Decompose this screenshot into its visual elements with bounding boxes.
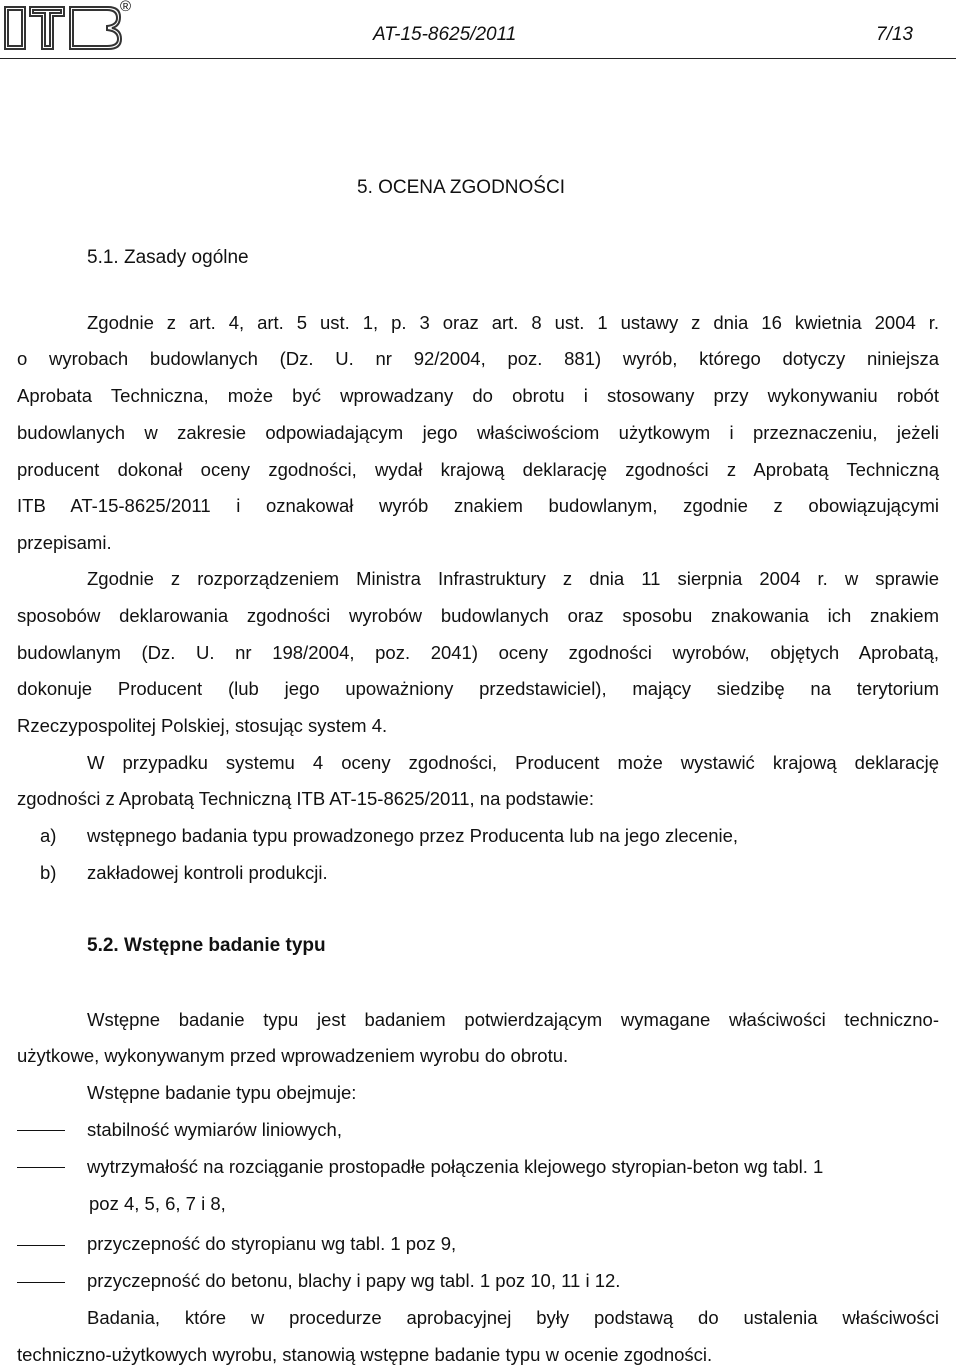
dash-bullet: [17, 1130, 65, 1131]
paragraph-line: dokonuje Producent (lub jego upoważniony przedstawiciel), mający siedzibę na terytorium: [17, 678, 939, 699]
paragraph-line: producent dokonał oceny zgodności, wydał krajową deklarację zgodności z Aprobatą Techniczną: [17, 459, 939, 480]
paragraph-line: Wstępne badanie typu obejmuje:: [87, 1082, 357, 1103]
paragraph-line: techniczno-użytkowych wyrobu, stanowią wstępne badanie typu w ocenie zgodności.: [17, 1344, 713, 1365]
paragraph-line: Wstępne badanie typu jest badaniem potwierdzającym wymagane właściwości techniczno-: [87, 1009, 939, 1030]
subsection-title-general: 5.1. Zasady ogólne: [87, 247, 249, 268]
list-marker: b): [40, 862, 57, 883]
itb-logo: [4, 6, 122, 50]
paragraph-line: ITB AT-15-8625/2011 i oznakował wyrób znakiem budowlanym, zgodnie z obowiązującymi: [17, 495, 939, 516]
paragraph-line: budowlanych w zakresie odpowiadającym jego właściwościom użytkowym i przeznaczeniu, jeżeli: [17, 422, 939, 443]
dash-bullet: [17, 1282, 65, 1283]
list-item: wytrzymałość na rozciąganie prostopadłe połączenia klejowego styropian-beton wg tabl. 1: [87, 1156, 824, 1177]
page-header: [0, 0, 960, 58]
list-item: stabilność wymiarów liniowych,: [87, 1119, 342, 1140]
paragraph-line: Badania, które w procedurze aprobacyjnej były podstawą do ustalenia właściwości: [87, 1307, 939, 1328]
paragraph-line: Zgodnie z rozporządzeniem Ministra Infrastruktury z dnia 11 sierpnia 2004 r. w sprawie: [87, 568, 939, 589]
paragraph-line: sposobów deklarowania zgodności wyrobów budowlanych oraz sposobu znakowania ich znakiem: [17, 605, 939, 626]
paragraph-line: Rzeczypospolitej Polskiej, stosując system 4.: [17, 715, 388, 736]
paragraph-line: budowlanym (Dz. U. nr 198/2004, poz. 2041) oceny zgodności wyrobów, objętych Aprobatą,: [17, 642, 939, 663]
list-marker: a): [40, 825, 57, 846]
section-title: 5. OCENA ZGODNOŚCI: [357, 177, 565, 198]
list-item: zakładowej kontroli produkcji.: [87, 862, 328, 883]
paragraph-line: W przypadku systemu 4 oceny zgodności, Producent może wystawić krajową deklarację: [87, 752, 939, 773]
paragraph-line: przepisami.: [17, 532, 112, 553]
dash-bullet: [17, 1245, 65, 1246]
paragraph-line: Aprobata Techniczna, może być wprowadzany do obrotu i stosowany przy wykonywaniu robót: [17, 385, 939, 406]
list-item: wstępnego badania typu prowadzonego przez Producenta lub na jego zlecenie,: [87, 825, 739, 846]
page-number: 7/13: [876, 24, 913, 45]
paragraph-line: Zgodnie z art. 4, art. 5 ust. 1, p. 3 oraz art. 8 ust. 1 ustawy z dnia 16 kwietnia 2004 r.: [87, 312, 939, 333]
subsection-title-type-testing: 5.2. Wstępne badanie typu: [87, 935, 326, 956]
list-item: przyczepność do styropianu wg tabl. 1 poz 9,: [87, 1233, 457, 1254]
dash-bullet: [17, 1167, 65, 1168]
paragraph-line: użytkowe, wykonywanym przed wprowadzeniem wyrobu do obrotu.: [17, 1045, 569, 1066]
paragraph-line: o wyrobach budowlanych (Dz. U. nr 92/2004, poz. 881) wyrób, którego dotyczy niniejsza: [17, 348, 939, 369]
paragraph-line: zgodności z Aprobatą Techniczną ITB AT-15-8625/2011, na podstawie:: [17, 788, 594, 809]
list-item-continuation: poz 4, 5, 6, 7 i 8,: [89, 1193, 226, 1214]
registered-mark: ®: [120, 0, 132, 15]
document-id: AT-15-8625/2011: [373, 24, 517, 45]
list-item: przyczepność do betonu, blachy i papy wg tabl. 1 poz 10, 11 i 12.: [87, 1270, 621, 1291]
header-rule: [0, 58, 956, 59]
